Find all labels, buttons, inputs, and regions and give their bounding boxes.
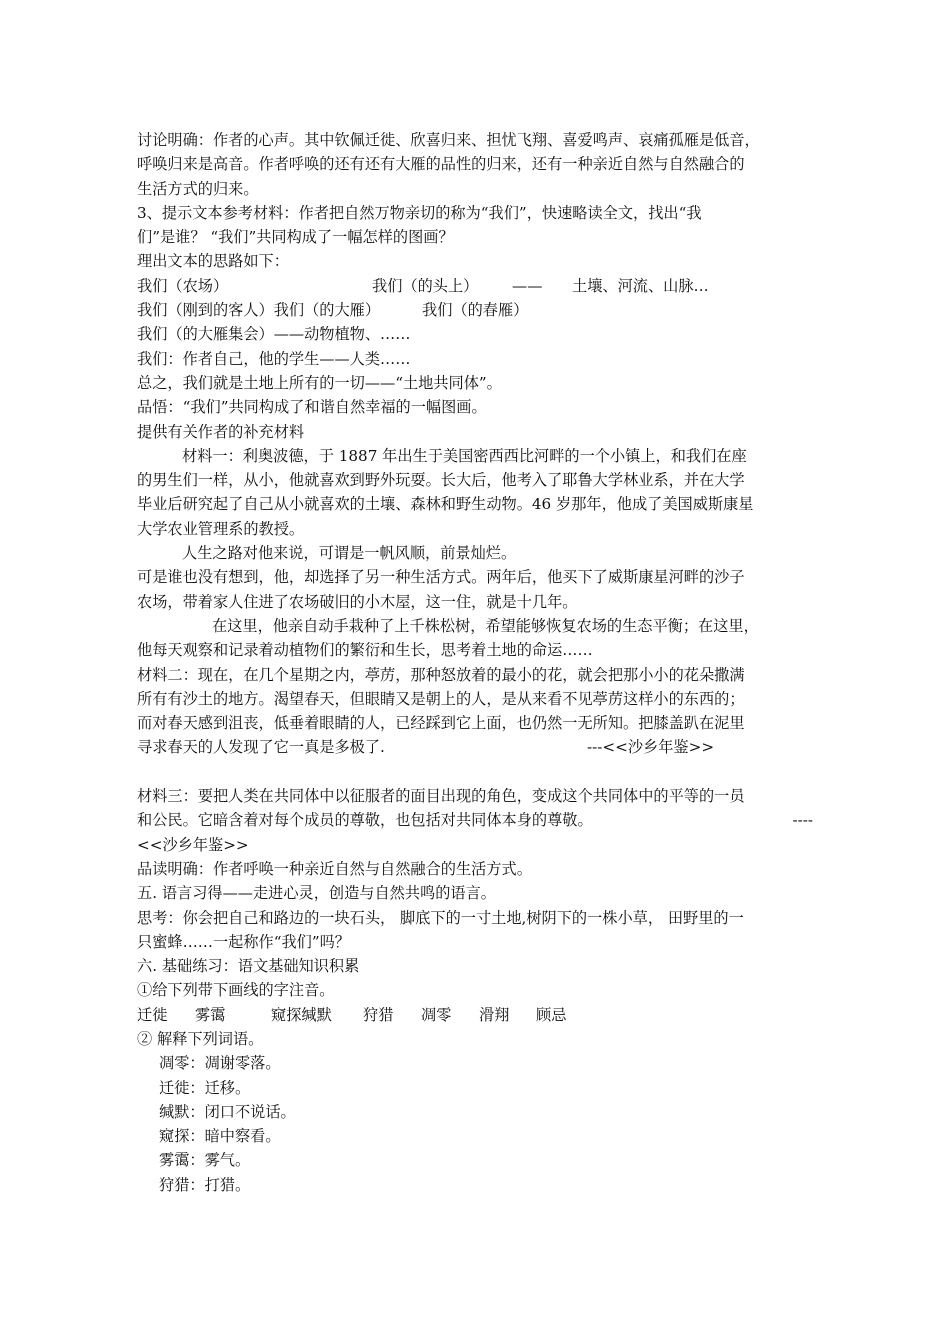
word-item: 雾霭	[195, 1005, 226, 1024]
text-line: 总之，我们就是土地上所有的一切——“土地共同体”。	[137, 373, 502, 392]
text-line: 呼唤归来是高音。作者呼唤的还有还有大雁的品性的归来，还有一种亲近自然与自然融合的	[137, 155, 745, 174]
text-segment: 寻求春天的人发现了它一真是多极了.	[137, 738, 385, 757]
word-list	[137, 1003, 813, 1027]
text-line: 讨论明确：作者的心声。其中钦佩迁徙、欣喜归来、担忧飞翔、喜爱鸣声、哀痛孤雁是低音，	[137, 131, 760, 149]
text-line: 3、提示文本参考材料：作者把自然万物亲切的称为“我们”，快速略读全文，找出“我	[137, 203, 702, 222]
text-line: 我们（的大雁集会）——动物植物、……	[137, 325, 411, 344]
definition-item: 雾霭：雾气。	[159, 1151, 251, 1170]
word-item: 顾忌	[536, 1005, 567, 1024]
text-line: 我们：作者自己，他的学生——人类……	[137, 349, 411, 368]
outline-item: 土壤、河流、山脉…	[572, 276, 709, 295]
section-heading: 六. 基础练习：语文基础知识积累	[137, 957, 360, 976]
text-line: 毕业后研究起了自己从小就喜欢的土壤、森林和野生动物。46 岁那年，他成了美国威斯康星	[137, 495, 754, 514]
outline-dash: ——	[512, 276, 543, 295]
word-item: 迁徙	[137, 1005, 168, 1024]
section-heading: 提供有关作者的补充材料	[137, 422, 305, 441]
text-line: 只蜜蜂……一起称作“我们”吗？	[137, 932, 350, 951]
text-line: 理出文本的思路如下：	[137, 252, 289, 271]
text-line: 他每天观察和记录着动植物们的繁衍和生长，思考着土地的命运……	[137, 641, 593, 660]
document-body	[137, 128, 813, 1197]
definition-item: 迁徙：迁移。	[159, 1078, 251, 1097]
text-line	[137, 735, 813, 759]
definition-item: 狩猎：打猎。	[159, 1175, 251, 1194]
word-item: 狩猎	[363, 1005, 394, 1024]
text-line: 农场，带着家人住进了农场破旧的小木屋，这一住，就是十几年。	[137, 592, 578, 611]
outline-item: 我们（的春雁）	[422, 301, 529, 320]
blank-line	[137, 760, 813, 784]
outline-item: 我们（刚到的客人）我们（的大雁）	[137, 301, 380, 320]
text-line: 大学农业管理系的教授。	[137, 519, 305, 538]
text-line	[137, 808, 813, 832]
text-line: 材料一：利奥波德，于 1887 年出生于美国密西西比河畔的一个小镇上，和我们在座	[182, 446, 747, 465]
text-line: 材料三：要把人类在共同体中以征服者的面目出现的角色，变成这个共同体中的平等的一员	[137, 787, 745, 806]
outline-item: 我们（农场）	[137, 276, 229, 295]
word-item: 凋零	[421, 1005, 452, 1024]
text-line: 所有有沙土的地方。渴望春天，但眼睛又是朝上的人，是从来看不见葶苈这样小的东西的；	[137, 689, 745, 708]
definition-item: 缄默：闭口不说话。	[159, 1102, 296, 1121]
text-line: 生活方式的归来。	[137, 179, 259, 198]
citation: ---<<沙乡年鉴>>	[587, 738, 715, 757]
word-item: 窥探缄默	[271, 1005, 332, 1024]
citation-dash: ----	[792, 811, 813, 830]
text-line: 而对春天感到沮丧，低垂着眼睛的人，已经踩到它上面，也仍然一无所知。把膝盖趴在泥里	[137, 714, 745, 733]
outline-row	[137, 298, 813, 322]
text-segment: 和公民。它暗含着对每个成员的尊敬，也包括对共同体本身的尊敬。	[137, 811, 593, 830]
outline-row	[137, 274, 813, 298]
outline-item: 我们（的头上）	[372, 276, 479, 295]
text-line: 人生之路对他来说，可谓是一帆风顺，前景灿烂。	[182, 544, 517, 563]
text-line: 品悟：“我们”共同构成了和谐自然幸福的一幅图画。	[137, 398, 487, 417]
exercise-prompt: ①给下列带下画线的字注音。	[137, 981, 335, 1000]
section-heading: 五. 语言习得——走进心灵，创造与自然共鸣的语言。	[137, 884, 496, 903]
exercise-prompt: ② 解释下列词语。	[137, 1029, 264, 1048]
text-line: 品读明确：作者呼唤一种亲近自然与自然融合的生活方式。	[137, 859, 532, 878]
text-line: 材料二：现在，在几个星期之内，葶苈，那种怒放着的最小的花，就会把那小小的花朵撒满	[137, 665, 745, 684]
text-line: 可是谁也没有想到，他，却选择了另一种生活方式。两年后，他买下了威斯康星河畔的沙子	[137, 568, 745, 587]
text-line: 在这里，他亲自动手栽种了上千株松树，希望能够恢复农场的生态平衡；在这里，	[212, 616, 759, 635]
definition-item: 凋零：凋谢零落。	[159, 1054, 281, 1073]
text-line: 的男生们一样，从小，他就喜欢到野外玩耍。长大后，他考入了耶鲁大学林业系，并在大学	[137, 471, 745, 490]
text-line: 思考：你会把自己和路边的一块石头， 脚底下的一寸土地,树阴下的一株小草， 田野里的一	[137, 908, 744, 927]
text-line: 们”是谁？ “我们”共同构成了一幅怎样的图画？	[137, 228, 454, 247]
citation: <<沙乡年鉴>>	[137, 835, 249, 854]
word-item: 滑翔	[479, 1005, 510, 1024]
definition-item: 窥探：暗中察看。	[159, 1127, 281, 1146]
